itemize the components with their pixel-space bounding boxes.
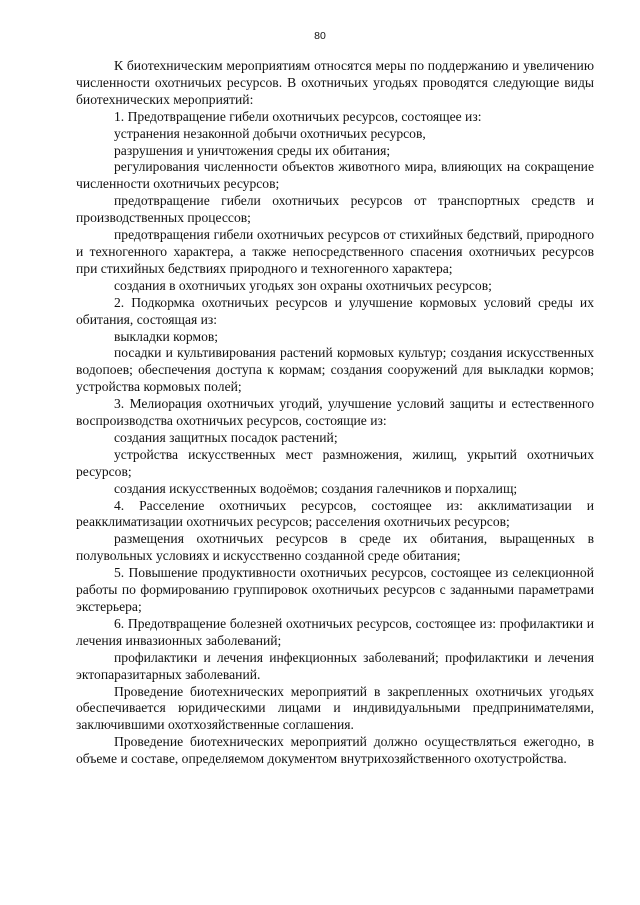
paragraph: предотвращение гибели охотничьих ресурсов от транспортных средств и производственных процессов;: [76, 193, 594, 226]
paragraph-item-1-heading: 1. Предотвращение гибели охотничьих ресурсов, состоящее из:: [114, 108, 482, 124]
paragraph-conclusion: Проведение биотехнических мероприятий должно осуществляться ежегодно, в объеме и составе, определяемом документом внутрихозяйственного охотустройства.: [76, 734, 594, 767]
paragraph: разрушения и уничтожения среды их обитания;: [114, 142, 391, 158]
paragraph: выкладки кормов;: [114, 328, 219, 344]
paragraph-item-4-heading: 4. Расселение охотничьих ресурсов, состоящее из: акклиматизации и реакклиматизации охотничьих ресурсов; расселения охотничьих ресурсов;: [76, 497, 594, 530]
paragraph: предотвращения гибели охотничьих ресурсов от стихийных бедствий, природного и техногенного характера, а также непосредственного спасения охотничьих ресурсов при стихийных бедствиях природного и техногенного характера;: [76, 227, 594, 276]
paragraph: посадки и культивирования растений кормовых культур; создания искусственных водопоев; обеспечения доступа к кормам; создания сооружений для выкладки кормов; устройства кормовых полей;: [76, 345, 594, 395]
paragraph: регулирования численности объектов животного мира, влияющих на сокращение численности охотничьих ресурсов;: [76, 159, 594, 192]
paragraph: создания искусственных водоёмов; создания галечников и порхалищ;: [114, 480, 518, 496]
paragraph-intro: К биотехническим мероприятиям относятся меры по поддержанию и увеличению численности охотничьих ресурсов. В охотничьих угодьях проводятся следующие виды биотехнических мероприятий:: [76, 58, 594, 107]
paragraph-item-3-heading: 3. Мелиорация охотничьих угодий, улучшение условий защиты и естественного воспроизводства охотничьих ресурсов, состоящие из:: [76, 396, 594, 429]
paragraph-item-6-heading: 6. Предотвращение болезней охотничьих ресурсов, состоящее из: профилактики и лечения инвазионных заболеваний;: [76, 615, 594, 648]
paragraph: размещения охотничьих ресурсов в среде их обитания, выращенных в полувольных условиях и искусственно созданной среде обитания;: [76, 531, 594, 564]
page-number: 80: [314, 30, 326, 42]
paragraph-item-2-heading: 2. Подкормка охотничьих ресурсов и улучшение кормовых условий среды их обитания, состоящая из:: [76, 294, 594, 327]
document-body: [76, 58, 594, 768]
paragraph-item-5-heading: 5. Повышение продуктивности охотничьих ресурсов, состоящее из селекционной работы по формированию группировок охотничьих ресурсов с заданными параметрами экстерьера;: [76, 565, 594, 614]
paragraph: профилактики и лечения инфекционных заболеваний; профилактики и лечения эктопаразитарных заболеваний.: [76, 649, 594, 682]
paragraph: создания в охотничьих угодьях зон охраны охотничьих ресурсов;: [114, 277, 492, 293]
paragraph: создания защитных посадок растений;: [114, 429, 338, 445]
paragraph-conclusion: Проведение биотехнических мероприятий в закрепленных охотничьих угодьях обеспечивается юридическими лицами и индивидуальными предпринимателями, заключившими охотхозяйственные соглашения.: [76, 683, 594, 733]
paragraph: устройства искусственных мест размножения, жилищ, укрытий охотничьих ресурсов;: [76, 446, 594, 479]
paragraph: устранения незаконной добычи охотничьих ресурсов,: [114, 125, 426, 141]
